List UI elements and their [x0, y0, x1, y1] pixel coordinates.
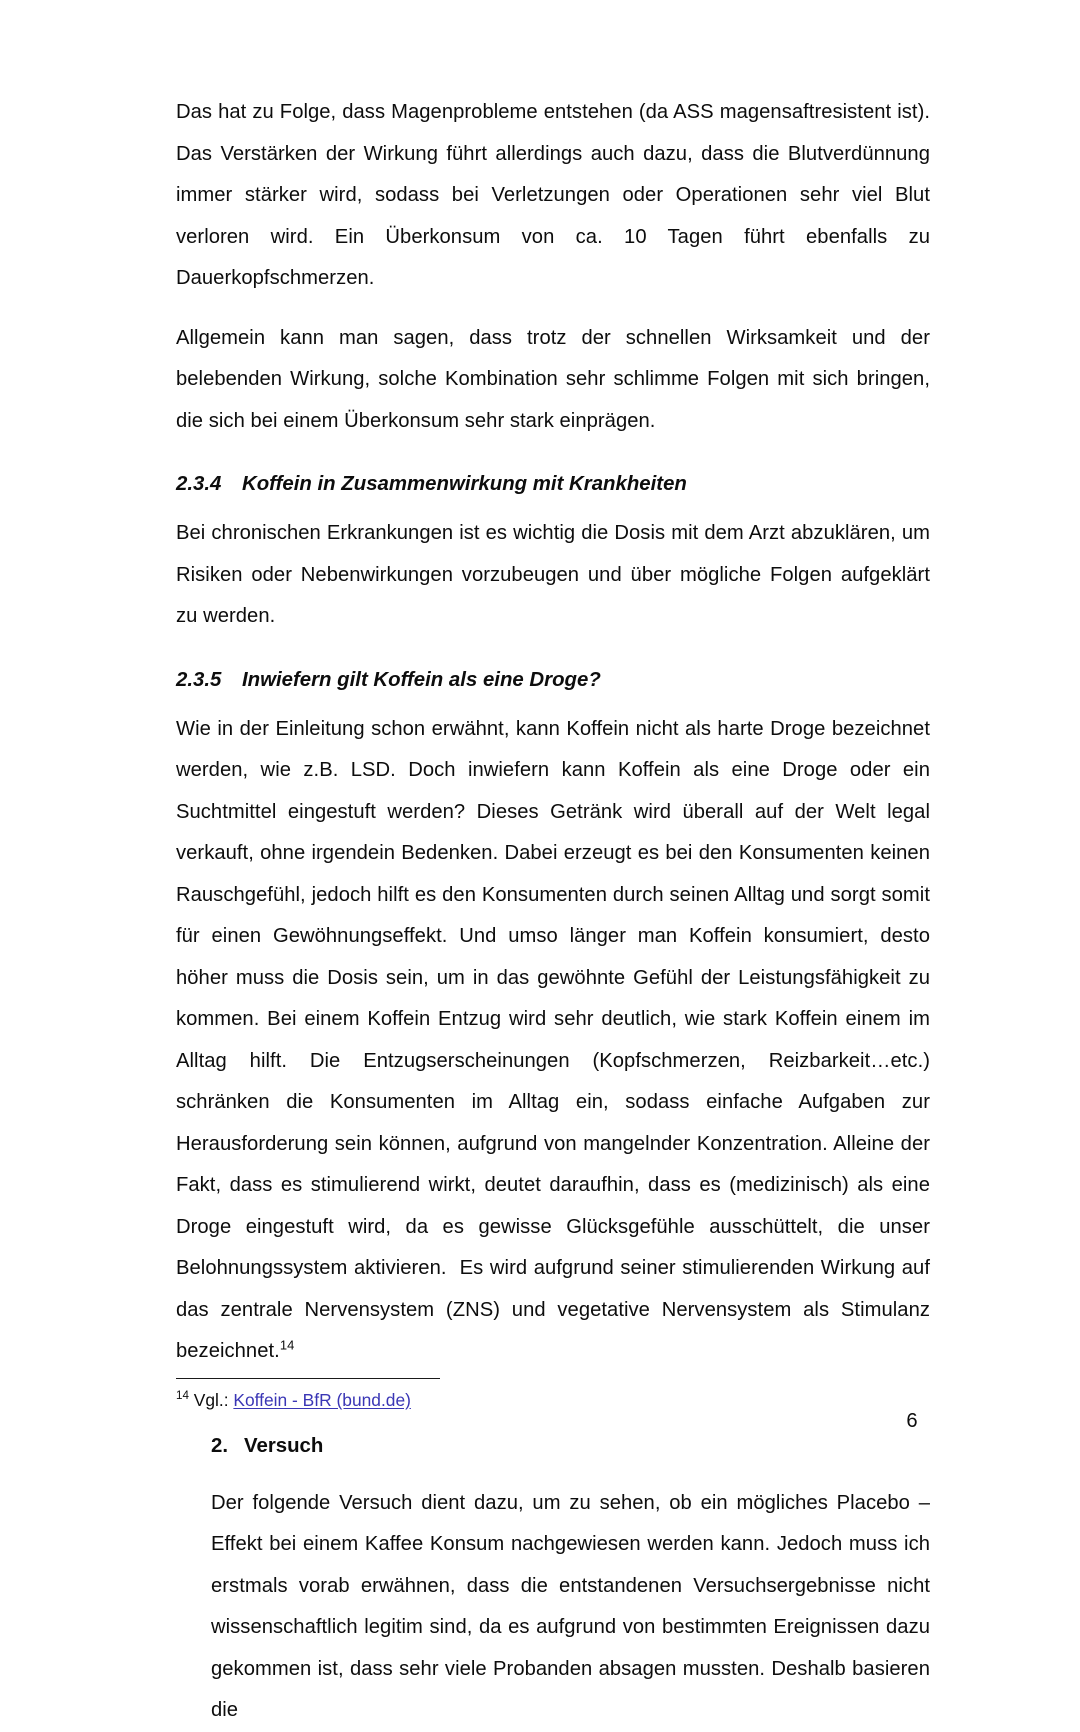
- section-versuch: [211, 1431, 936, 1732]
- heading-versuch-title: Versuch: [244, 1434, 324, 1457]
- heading-2-3-4-number: 2.3.4: [176, 473, 222, 495]
- footnote-prefix: Vgl.:: [188, 1390, 234, 1410]
- footnote-reference-14[interactable]: 14: [279, 1337, 295, 1353]
- heading-2-3-5-number: 2.3.5: [176, 668, 222, 691]
- heading-2-3-5-title: Inwiefern gilt Koffein als eine Droge?: [242, 668, 601, 691]
- page-number: 6: [906, 1410, 918, 1432]
- page-content: [176, 92, 942, 1732]
- heading-2-3-4: [176, 469, 930, 499]
- footnote-separator-rule: [176, 1378, 440, 1379]
- paragraph-magenprobleme: Das hat zu Folge, dass Magenprobleme entstehen (da ASS magensaftresistent ist). Das Verstärken der Wirkung führt allerdings auch dazu, dass die Blutverdünnung immer stärker wird, sodass bei Verletzungen oder Operationen sehr viel Blut verloren wird. Ein Überkonsum von ca. 10 Tagen führt ebenfalls zu Dauerkopfschmerzen.: [176, 101, 936, 289]
- paragraph-versuch-intro: Der folgende Versuch dient dazu, um zu sehen, ob ein mögliches Placebo – Effekt bei einem Kaffee Konsum nachgewiesen werden kann. Jedoch muss ich erstmals vorab erwähnen, dass die entstandenen Versuchsergebnisse nicht wissenschaftlich legitim sind, da es aufgrund von bestimmten Ereignissen dazu gekommen ist, dass sehr viele Probanden absagen mussten. Deshalb basieren die: [211, 1491, 936, 1721]
- heading-2-3-4-title: Koffein in Zusammenwirkung mit Krankheiten: [242, 473, 687, 495]
- footnote-entry-14: [176, 1388, 930, 1412]
- paragraph-allgemein: Allgemein kann man sagen, dass trotz der schnellen Wirksamkeit und der belebenden Wirkung, solche Kombination sehr schlimme Folgen mit sich bringen, die sich bei einem Überkonsum sehr stark einprägen.: [176, 326, 936, 432]
- heading-versuch: [211, 1431, 930, 1461]
- footnote-number: 14: [176, 1389, 189, 1403]
- paragraph-droge-text: Wie in der Einleitung schon erwähnt, kann Koffein nicht als harte Droge bezeichnet werden, wie z.B. LSD. Doch inwiefern kann Koffein als eine Droge oder ein Suchtmittel eingestuft werden? Dieses Getränk wird überall auf der Welt legal verkauft, ohne irgendein Bedenken. Dabei erzeugt es bei den Konsumenten keinen Rauschgefühl, jedoch hilft es den Konsumenten durch seinen Alltag und sorgt somit für einen Gewöhnungseffekt. Und umso länger man Koffein konsumiert, desto höher muss die Dosis sein, um in das gewöhnte Gefühl der Leistungsfähigkeit zu kommen. Bei einem Koffein Entzug wird sehr deutlich, wie stark Koffein einem im Alltag hilft. Die Entzugserscheinungen (Kopfschmerzen, Reizbarkeit…etc.) schränken die Konsumenten im Alltag ein, sodass einfache Aufgaben zur Herausforderung sein können, aufgrund von mangelnder Konzentration. Alleine der Fakt, dass es stimulierend wirkt, deutet daraufhin, dass es (medizinisch) als eine Droge eingestuft wird, da es gewisse Glücksgefühle ausschüttelt, die unser Belohnungssystem aktivieren. Es wird aufgrund seiner stimulierenden Wirkung auf das zentrale Nervensystem (ZNS) und vegetative Nervensystem als Stimulanz bezeichnet.: [176, 717, 942, 1362]
- paragraph-droge: [176, 709, 942, 1373]
- footnote-source-link[interactable]: Koffein - BfR (bund.de): [233, 1390, 411, 1410]
- heading-versuch-number: 2.: [211, 1434, 229, 1457]
- paragraph-chronische-erkrankungen: Bei chronischen Erkrankungen ist es wichtig die Dosis mit dem Arzt abzuklären, um Risiken oder Nebenwirkungen vorzubeugen und über mögliche Folgen aufgeklärt zu werden.: [176, 522, 936, 627]
- heading-2-3-5: [176, 665, 930, 695]
- footnote-area: [176, 1378, 930, 1412]
